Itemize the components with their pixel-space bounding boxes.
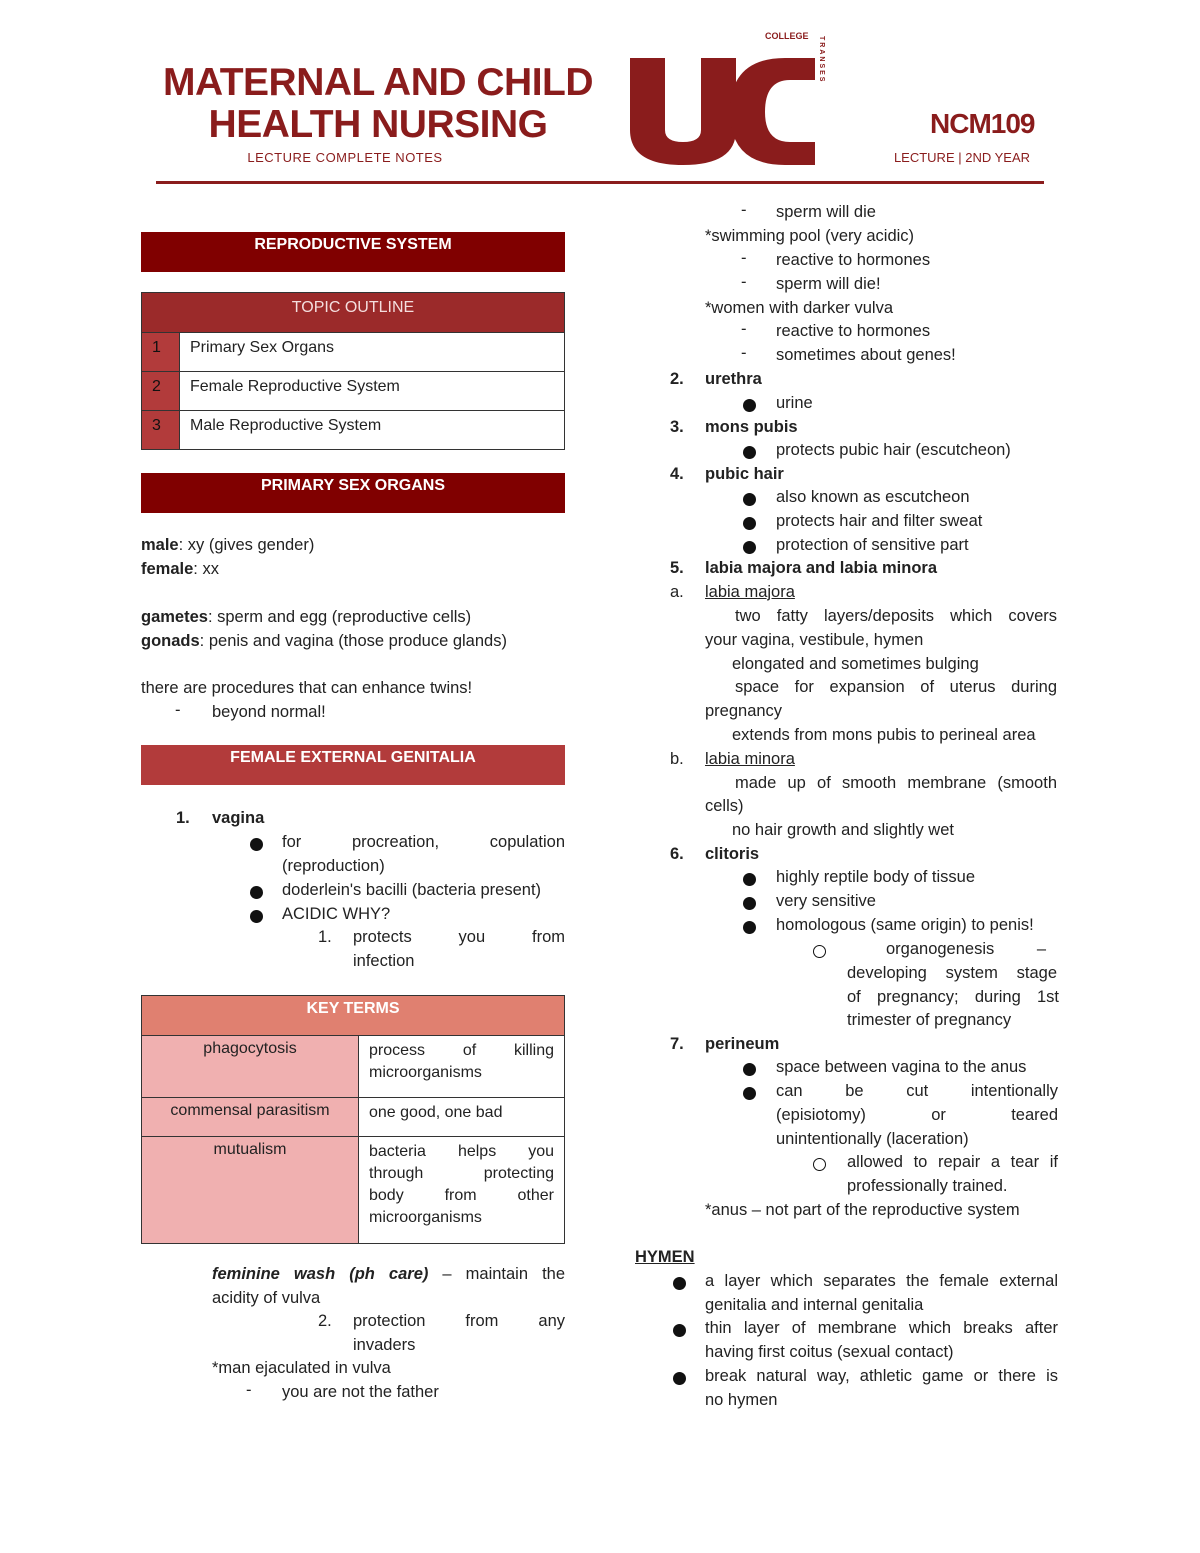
hymen-heading: HYMEN bbox=[635, 1248, 695, 1266]
minora-1: made up of smooth membrane (smooth bbox=[735, 774, 1057, 792]
table-row bbox=[142, 1137, 565, 1244]
clitoris-sub-1: organogenesis – bbox=[886, 940, 1046, 958]
swimming-pool-line: *swimming pool (very acidic) bbox=[705, 227, 915, 245]
majora-3: space for expansion of uterus during bbox=[735, 678, 1057, 696]
pubic-hair-heading: pubic hair bbox=[705, 465, 784, 483]
dash: - bbox=[741, 249, 747, 267]
table-row bbox=[142, 411, 565, 450]
section-female-external-genitalia: FEMALE EXTERNAL GENITALIA bbox=[141, 745, 565, 785]
section-reproductive-system: REPRODUCTIVE SYSTEM bbox=[141, 232, 565, 272]
header-rule bbox=[156, 181, 1044, 184]
wash-sub-2: protection from any bbox=[353, 1312, 565, 1330]
uc-logo bbox=[625, 30, 835, 170]
female-line: female: xx bbox=[141, 560, 219, 578]
clitoris-bullet-2: very sensitive bbox=[776, 892, 876, 910]
darker-vulva-line: *women with darker vulva bbox=[705, 299, 893, 317]
key-term: commensal parasitism bbox=[142, 1098, 359, 1137]
vagina-bullet-2: doderlein's bacilli (bacteria present) bbox=[282, 881, 542, 899]
clitoris-bullet-1: highly reptile body of tissue bbox=[776, 868, 976, 886]
perineum-bullet-2-cont: (episiotomy) or teared bbox=[776, 1106, 1058, 1124]
bullet-icon bbox=[673, 1324, 686, 1337]
list-number: 5. bbox=[670, 559, 684, 577]
dash: - bbox=[741, 201, 747, 219]
dash: - bbox=[246, 1381, 252, 1399]
list-number: 4. bbox=[670, 465, 684, 483]
key-terms-header: KEY TERMS bbox=[142, 996, 565, 1036]
vagina-bullet-3: ACIDIC WHY? bbox=[282, 905, 391, 923]
bullet-icon bbox=[743, 897, 756, 910]
hymen-bullet-1-cont: genitalia and internal genitalia bbox=[705, 1296, 924, 1314]
bullet-icon bbox=[743, 493, 756, 506]
vagina-heading: vagina bbox=[212, 809, 265, 827]
urethra-heading: urethra bbox=[705, 370, 762, 388]
perineum-sub-2: professionally trained. bbox=[847, 1177, 1008, 1195]
list-number: 7. bbox=[670, 1035, 684, 1053]
perineum-bullet-2-cont2: unintentionally (laceration) bbox=[776, 1130, 969, 1148]
bullet-icon bbox=[743, 446, 756, 459]
father-line: you are not the father bbox=[282, 1383, 439, 1401]
table-row bbox=[142, 1036, 565, 1098]
reactive-2-line: reactive to hormones bbox=[776, 322, 931, 340]
hymen-bullet-2-cont: having first coitus (sexual contact) bbox=[705, 1343, 954, 1361]
clitoris-sub-3: of pregnancy; during 1st bbox=[847, 988, 1059, 1006]
section-primary-sex-organs: PRIMARY SEX ORGANS bbox=[141, 473, 565, 513]
sperm-die-line: sperm will die bbox=[776, 203, 876, 221]
majora-1-cont: your vagina, vestibule, hymen bbox=[705, 631, 924, 649]
dash: - bbox=[741, 320, 747, 338]
list-letter: a. bbox=[670, 583, 684, 601]
hymen-bullet-3: break natural way, athletic game or there is bbox=[705, 1367, 1058, 1385]
twins-line: there are procedures that can enhance twins! bbox=[141, 679, 473, 697]
majora-2: elongated and sometimes bulging bbox=[732, 655, 979, 673]
bullet-icon bbox=[743, 1063, 756, 1076]
wash-sub-2-cont: invaders bbox=[353, 1336, 416, 1354]
clitoris-sub-4: trimester of pregnancy bbox=[847, 1011, 1012, 1029]
vagina-sub-1-cont: infection bbox=[353, 952, 415, 970]
mons-bullet: protects pubic hair (escutcheon) bbox=[776, 441, 1011, 459]
bullet-icon bbox=[743, 873, 756, 886]
list-number: 2. bbox=[318, 1312, 332, 1330]
clitoris-bullet-3: homologous (same origin) to penis! bbox=[776, 916, 1034, 934]
perineum-bullet-1: space between vagina to the anus bbox=[776, 1058, 1027, 1076]
list-number: 1. bbox=[176, 809, 190, 827]
key-term: mutualism bbox=[142, 1137, 359, 1244]
bullet-icon bbox=[743, 541, 756, 554]
pubic-bullet-2: protects hair and filter sweat bbox=[776, 512, 983, 530]
dash: - bbox=[741, 344, 747, 362]
document-subtitle: LECTURE COMPLETE NOTES bbox=[247, 150, 443, 165]
sub-bullet-icon bbox=[813, 945, 826, 958]
sub-bullet-icon bbox=[813, 1158, 826, 1171]
mons-pubis-heading: mons pubis bbox=[705, 418, 798, 436]
table-row bbox=[142, 372, 565, 411]
vagina-bullet-1: for procreation, copulation bbox=[282, 833, 565, 851]
gametes-line: gametes: sperm and egg (reproductive cells) bbox=[141, 608, 472, 626]
pubic-bullet-3: protection of sensitive part bbox=[776, 536, 969, 554]
minora-2: no hair growth and slightly wet bbox=[732, 821, 954, 839]
bullet-icon bbox=[743, 399, 756, 412]
majora-4: extends from mons pubis to perineal area bbox=[732, 726, 1036, 744]
outline-num: 1 bbox=[142, 333, 180, 372]
bullet-icon bbox=[673, 1372, 686, 1385]
perineum-bullet-2: can be cut intentionally bbox=[776, 1082, 1058, 1100]
key-definition: process of killing microorganisms bbox=[359, 1036, 565, 1098]
sperm-die-2-line: sperm will die! bbox=[776, 275, 881, 293]
minora-1-cont: cells) bbox=[705, 797, 744, 815]
course-code: NCM109 bbox=[930, 108, 1035, 139]
clitoris-sub-2: developing system stage bbox=[847, 964, 1057, 982]
hymen-bullet-1: a layer which separates the female external bbox=[705, 1272, 1058, 1290]
key-definition: one good, one bad bbox=[359, 1098, 565, 1137]
list-number: 6. bbox=[670, 845, 684, 863]
perineum-heading: perineum bbox=[705, 1035, 780, 1053]
outline-num: 3 bbox=[142, 411, 180, 450]
document-title bbox=[158, 62, 598, 146]
key-term: phagocytosis bbox=[142, 1036, 359, 1098]
vagina-sub-1: protects you from bbox=[353, 928, 565, 946]
pubic-bullet-1: also known as escutcheon bbox=[776, 488, 970, 506]
bullet-icon bbox=[743, 921, 756, 934]
list-number: 2. bbox=[670, 370, 684, 388]
topic-outline-table bbox=[141, 292, 565, 450]
table-row bbox=[142, 333, 565, 372]
bullet-icon bbox=[250, 886, 263, 899]
outline-label: Primary Sex Organs bbox=[180, 333, 565, 372]
urine-line: urine bbox=[776, 394, 813, 412]
outline-num: 2 bbox=[142, 372, 180, 411]
hymen-bullet-2: thin layer of membrane which breaks after bbox=[705, 1319, 1058, 1337]
topic-outline-header: TOPIC OUTLINE bbox=[142, 293, 565, 333]
bullet-icon bbox=[250, 838, 263, 851]
majora-3-cont: pregnancy bbox=[705, 702, 783, 720]
gonads-line: gonads: penis and vagina (those produce glands) bbox=[141, 632, 507, 650]
bullet-icon bbox=[673, 1277, 686, 1290]
logo-college-text: COLLEGE bbox=[765, 31, 809, 41]
list-number: 1. bbox=[318, 928, 332, 946]
dash: - bbox=[741, 273, 747, 291]
course-info: LECTURE | 2ND YEAR bbox=[893, 150, 1030, 165]
list-number: 3. bbox=[670, 418, 684, 436]
clitoris-heading: clitoris bbox=[705, 845, 760, 863]
beyond-line: beyond normal! bbox=[212, 703, 326, 721]
hymen-bullet-3-cont: no hymen bbox=[705, 1391, 778, 1409]
outline-label: Male Reproductive System bbox=[180, 411, 565, 450]
key-terms-table bbox=[141, 995, 565, 1244]
reactive-line: reactive to hormones bbox=[776, 251, 931, 269]
feminine-wash-line: feminine wash (ph care) – maintain the bbox=[212, 1265, 566, 1283]
bullet-icon bbox=[743, 517, 756, 530]
table-row bbox=[142, 1098, 565, 1137]
vagina-bullet-1-cont: (reproduction) bbox=[282, 857, 385, 875]
perineum-sub-1: allowed to repair a tear if bbox=[847, 1153, 1058, 1171]
anus-note: *anus – not part of the reproductive system bbox=[705, 1201, 1020, 1219]
labia-majora-heading: labia majora bbox=[705, 583, 795, 601]
outline-label: Female Reproductive System bbox=[180, 372, 565, 411]
title-line-2: HEALTH NURSING bbox=[208, 103, 548, 146]
logo-side-text: TRANSES bbox=[818, 36, 825, 84]
genes-line: sometimes about genes! bbox=[776, 346, 956, 364]
key-definition: bacteria helps you through protecting body from other microorganisms bbox=[359, 1137, 565, 1244]
dash: - bbox=[175, 701, 181, 719]
majora-1: two fatty layers/deposits which covers bbox=[735, 607, 1057, 625]
man-ejaculated-line: *man ejaculated in vulva bbox=[212, 1359, 391, 1377]
bullet-icon bbox=[250, 910, 263, 923]
title-line-1: MATERNAL AND CHILD bbox=[162, 61, 594, 104]
bullet-icon bbox=[743, 1087, 756, 1100]
male-line: male: xy (gives gender) bbox=[141, 536, 315, 554]
feminine-wash-cont: acidity of vulva bbox=[212, 1289, 321, 1307]
labia-minora-heading: labia minora bbox=[705, 750, 795, 768]
labia-heading: labia majora and labia minora bbox=[705, 559, 937, 577]
list-letter: b. bbox=[670, 750, 684, 768]
